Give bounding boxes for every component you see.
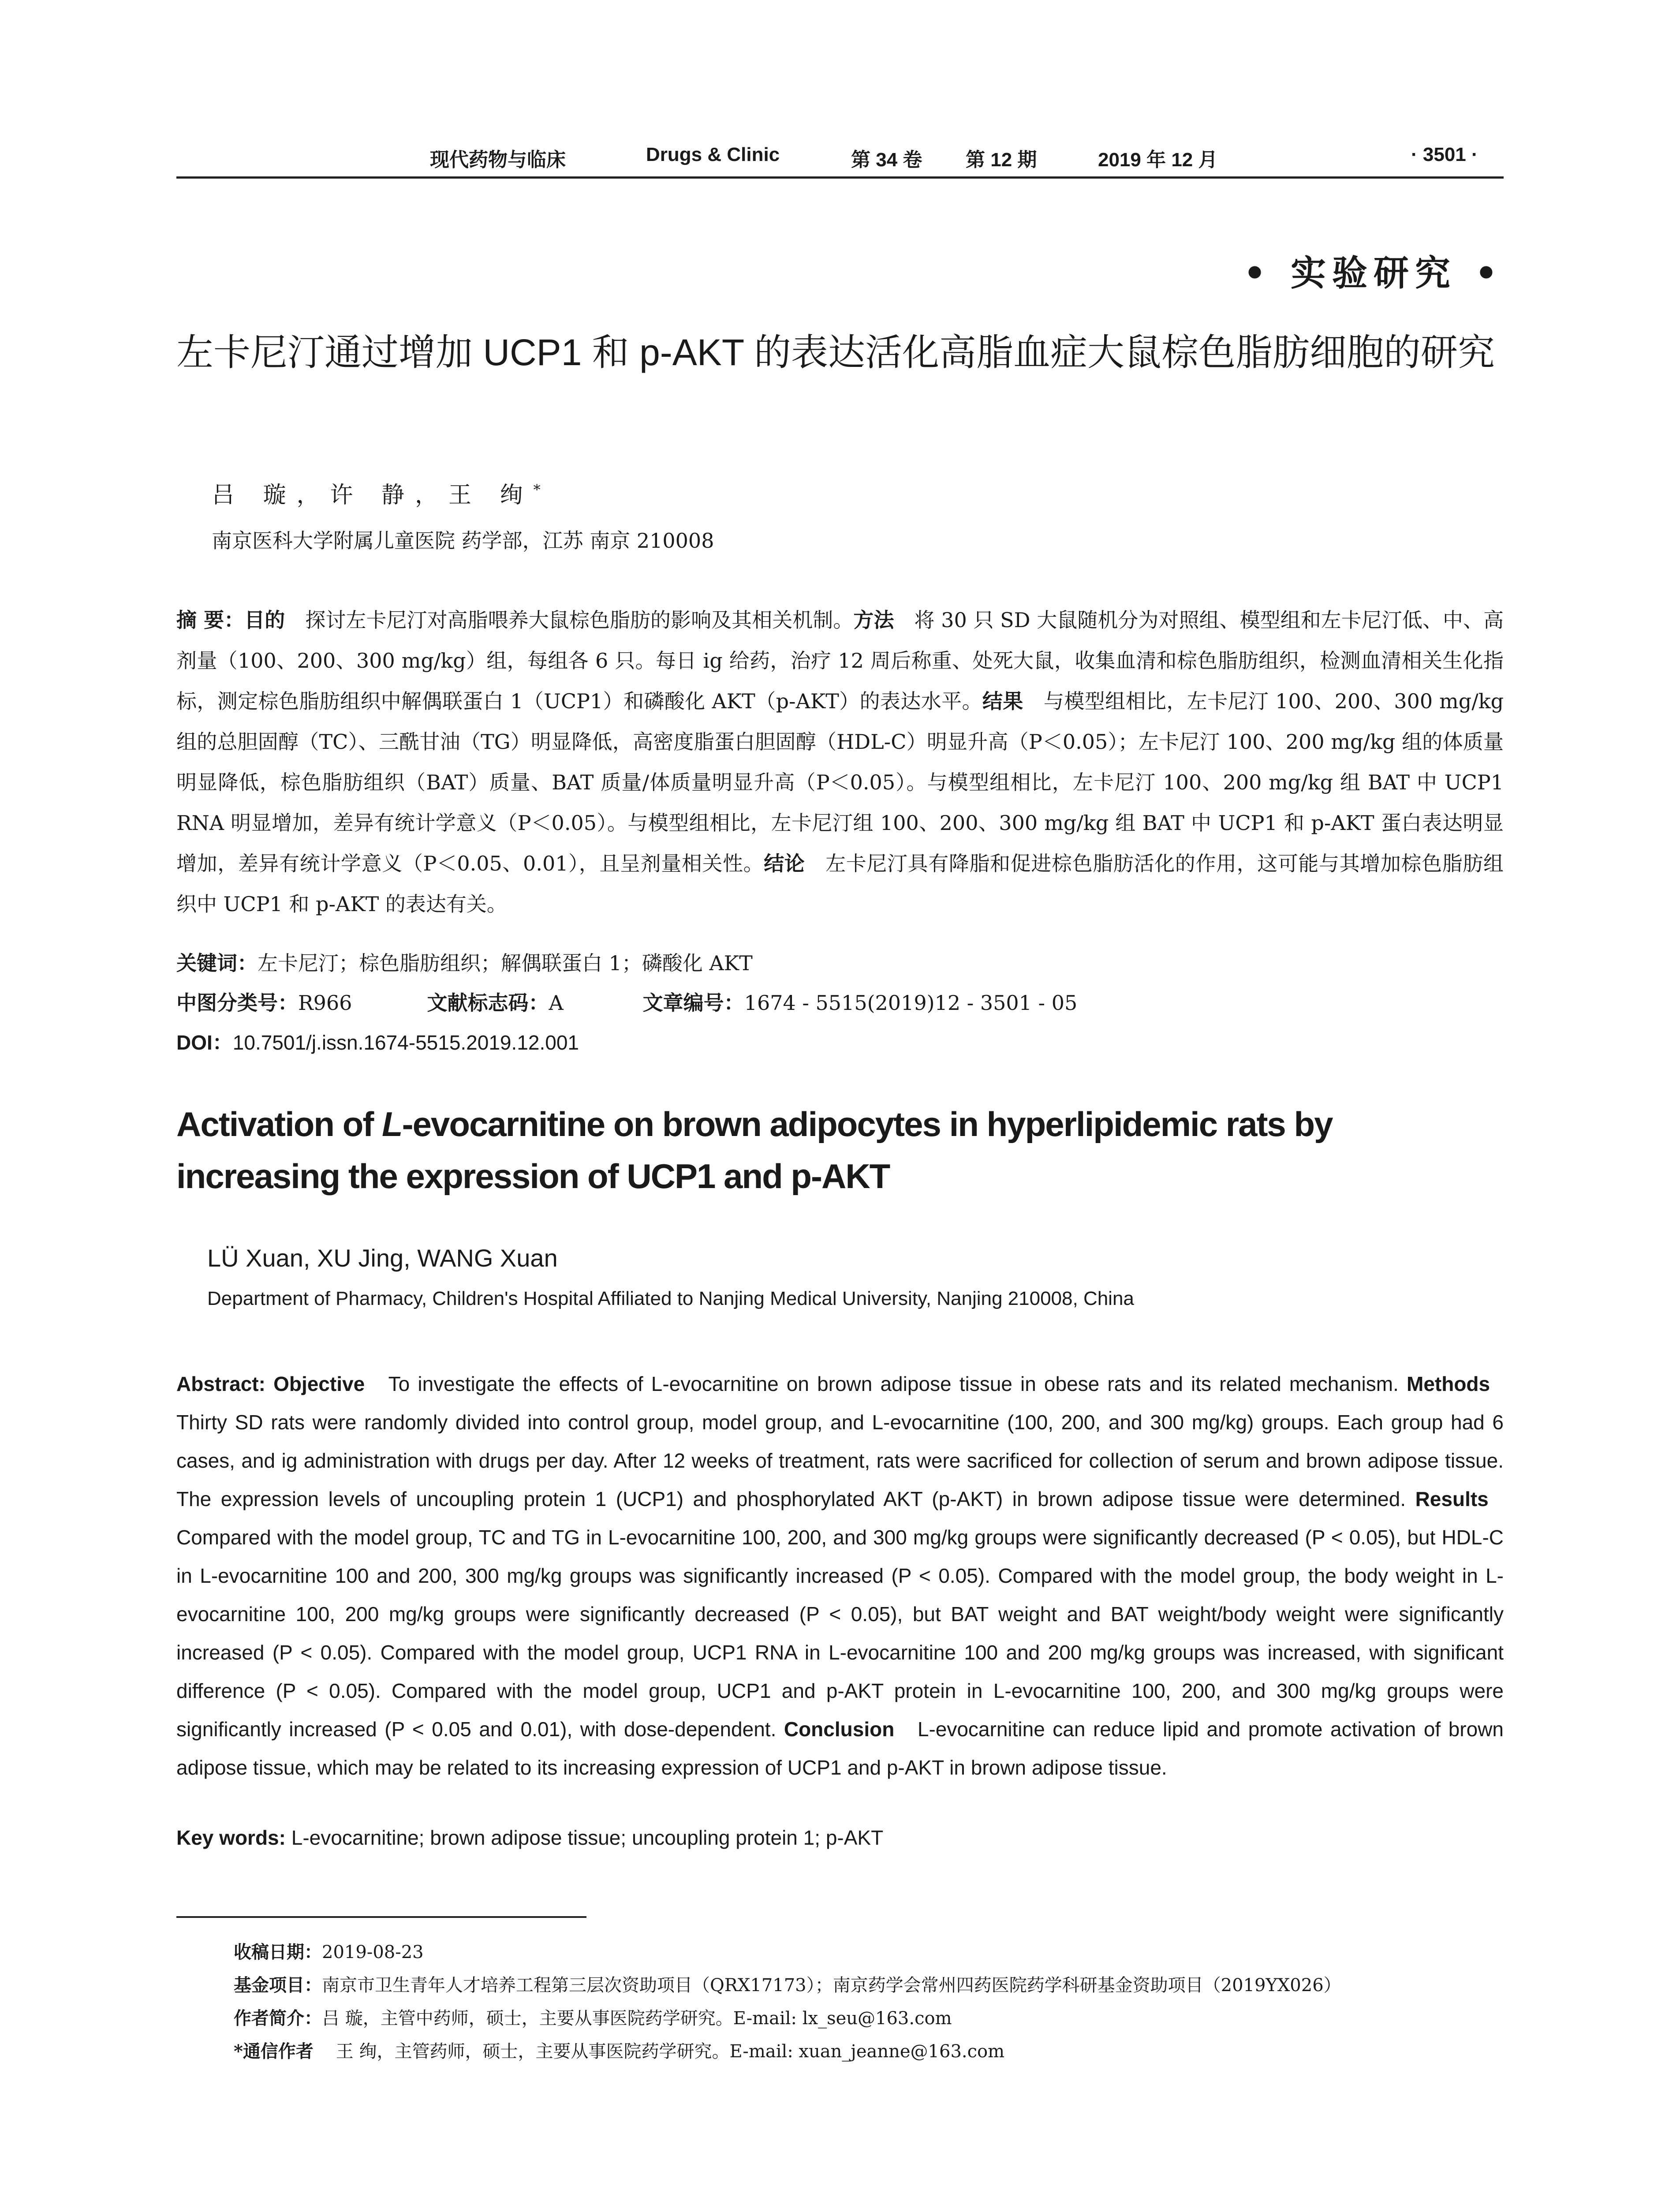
results-cn-label: 结果 (982, 689, 1023, 713)
footnote-corresponding (234, 2037, 1004, 2063)
clc-value: R966 (298, 991, 352, 1015)
authors-cn (212, 476, 541, 509)
issue: 第 12 期 (966, 149, 1037, 171)
author-bio-text: 吕 璇，主管中药师，硕士，主要从事医院药学研究。E-mail: lx_seu@163.com (322, 2008, 952, 2029)
conclusion-en: L-evocarnitine can reduce lipid and promote activation of brown adipose tissue, which may be related to its increasing expression of UCP1 and p-AKT in brown adipose tissue. (176, 1718, 1504, 1779)
doc-code-value: A (549, 991, 564, 1015)
doc-code-label: 文献标志码： (427, 991, 549, 1015)
corresponding-label: *通信作者 (234, 2041, 314, 2062)
article-title-en (176, 1098, 1504, 1202)
article-no-value: 1674 - 5515(2019)12 - 3501 - 05 (744, 991, 1078, 1015)
abstract-en-label: Abstract: (176, 1372, 265, 1395)
keywords-cn (176, 947, 753, 976)
objective-cn-label: 目的 (244, 608, 285, 632)
footnote-rule (176, 1916, 586, 1918)
title-en-italic: L (382, 1105, 402, 1144)
title-en-part1: Activation of (176, 1105, 382, 1144)
keywords-cn-label: 关键词： (176, 951, 258, 975)
doi-label: DOI： (176, 1031, 233, 1054)
corresponding-text: 王 绚，主管药师，硕士，主要从事医院药学研究。E-mail: xuan_jeanne@163.com (336, 2041, 1005, 2062)
doi-line (176, 1027, 579, 1056)
journal-name-cn: 现代药物与临床 (430, 149, 566, 171)
article-title-cn: 左卡尼汀通过增加 UCP1 和 p-AKT 的表达活化高脂血症大鼠棕色脂肪细胞的研究 (176, 332, 1495, 373)
methods-cn-label: 方法 (853, 608, 894, 632)
abstract-cn (176, 600, 1504, 924)
keywords-en-text: L-evocarnitine; brown adipose tissue; uncoupling protein 1; p-AKT (291, 1826, 884, 1849)
running-header (176, 140, 1504, 176)
objective-en: To investigate the effects of L-evocarnitine on brown adipose tissue in obese rats and its related mechanism. (388, 1372, 1399, 1395)
clc-label: 中图分类号： (176, 991, 298, 1015)
conclusion-cn-label: 结论 (764, 852, 805, 875)
objective-cn: 探讨左卡尼汀对高脂喂养大鼠棕色脂肪的影响及其相关机制。 (305, 608, 854, 632)
volume: 第 34 卷 (851, 149, 922, 171)
conclusion-en-label: Conclusion (784, 1718, 895, 1741)
keywords-en-label: Key words: (176, 1826, 286, 1849)
methods-en-label: Methods (1407, 1372, 1490, 1395)
objective-en-label: Objective (273, 1372, 365, 1395)
footnote-fund (234, 1971, 1341, 1996)
section-label: • 实验研究 • (1243, 252, 1504, 294)
classification-line (176, 987, 1077, 1016)
keywords-en (176, 1826, 883, 1850)
author-bio-label: 作者简介： (234, 2008, 322, 2029)
footnote-author (234, 2004, 952, 2029)
affiliation-en: Department of Pharmacy, Children's Hospital Affiliated to Nanjing Medical University, Nanjing 210008, China (207, 1288, 1134, 1309)
affiliation-cn: 南京医科大学附属儿童医院 药学部，江苏 南京 210008 (212, 529, 714, 553)
issue-date: 2019 年 12 月 (1098, 149, 1218, 171)
journal-name-en: Drugs & Clinic (646, 144, 780, 165)
corresponding-mark: * (533, 481, 541, 498)
title-en-part2: -evocarnitine on brown adipocytes in hyperlipidemic rats by increasing the expression of UCP1 and p-AKT (176, 1105, 1333, 1196)
methods-cn: 将 30 只 SD 大鼠随机分为对照组、模型组和左卡尼汀低、中、高剂量（100、200、300 mg/kg）组，每组各 6 只。每日 ig 给药，治疗 12 周后称重、处死大鼠，收集血清和棕色脂肪组织，检测血清相关生化指标，测定棕色脂肪组织中解偶联蛋白 1（UCP1）和磷酸化 AKT（p-AKT）的表达水平。 (176, 608, 1504, 713)
doi-value: 10.7501/j.issn.1674-5515.2019.12.001 (232, 1031, 579, 1054)
abstract-cn-label: 摘 要： (176, 608, 245, 632)
methods-en: Thirty SD rats were randomly divided into control group, model group, and L-evocarnitine (100, 200, and 300 mg/kg) groups. Each group had 6 cases, and ig administration with drugs per day. After 12 weeks of treatment, rats were sacrificed for collection of serum and brown adipose tissue. The expression levels of uncoupling protein 1 (UCP1) and phosphorylated AKT (p-AKT) in brown adipose tissue were determined. (176, 1411, 1504, 1510)
keywords-cn-text: 左卡尼汀；棕色脂肪组织；解偶联蛋白 1；磷酸化 AKT (258, 951, 753, 975)
results-en-label: Results (1415, 1487, 1489, 1510)
results-cn: 与模型组相比，左卡尼汀 100、200、300 mg/kg 组的总胆固醇（TC）、三酰甘油（TG）明显降低，高密度脂蛋白胆固醇（HDL-C）明显升高（P＜0.05）；左卡尼汀 100、200 mg/kg 组的体质量明显降低，棕色脂肪组织（BAT）质量、BAT 质量/体质量明显升高（P＜0.05）。与模型组相比，左卡尼汀 100、200 mg/kg 组 BAT 中 UCP1 RNA 明显增加，差异有统计学意义（P＜0.05）。与模型组相比，左卡尼汀组 100、200、300 mg/kg 组 BAT 中 UCP1 和 p-AKT 蛋白表达明显增加，差异有统计学意义（P＜0.05、0.01），且呈剂量相关性。 (176, 689, 1504, 875)
fund-label: 基金项目： (234, 1975, 322, 1996)
header-rule (176, 176, 1504, 179)
received-label: 收稿日期： (234, 1942, 322, 1962)
conclusion-cn: 左卡尼汀具有降脂和促进棕色脂肪活化的作用，这可能与其增加棕色脂肪组织中 UCP1 和 p-AKT 的表达有关。 (176, 852, 1504, 916)
received-date: 2019-08-23 (322, 1942, 424, 1962)
abstract-en (176, 1365, 1504, 1787)
fund-text: 南京市卫生青年人才培养工程第三层次资助项目（QRX17173）；南京药学会常州四药医院药学科研基金资助项目（2019YX026） (322, 1975, 1341, 1996)
article-no-label: 文章编号： (642, 991, 744, 1015)
footnote-received (234, 1938, 424, 1963)
results-en: Compared with the model group, TC and TG in L-evocarnitine 100, 200, and 300 mg/kg groups were significantly decreased (P < 0.05), but HDL-C in L-evocarnitine 100 and 200, 300 mg/kg groups was significantly increased (P < 0.05). Compared with the model group, the body weight in L-evocarnitine 100, 200 mg/kg groups were significantly decreased (P < 0.05), but BAT weight and BAT weight/body weight were significantly increased (P < 0.05). Compared with the model group, UCP1 RNA in L-evocarnitine 100 and 200 mg/kg groups was increased, with significant difference (P < 0.05). Compared with the model group, UCP1 and p-AKT protein in L-evocarnitine 100, 200, and 300 mg/kg groups were significantly increased (P < 0.05 and 0.01), with dose-dependent. (176, 1526, 1504, 1741)
authors-en: LÜ Xuan, XU Jing, WANG Xuan (207, 1244, 558, 1272)
page-number: · 3501 · (1411, 144, 1478, 165)
authors-cn-names: 吕 璇，许 静，王 绚 (212, 482, 534, 508)
